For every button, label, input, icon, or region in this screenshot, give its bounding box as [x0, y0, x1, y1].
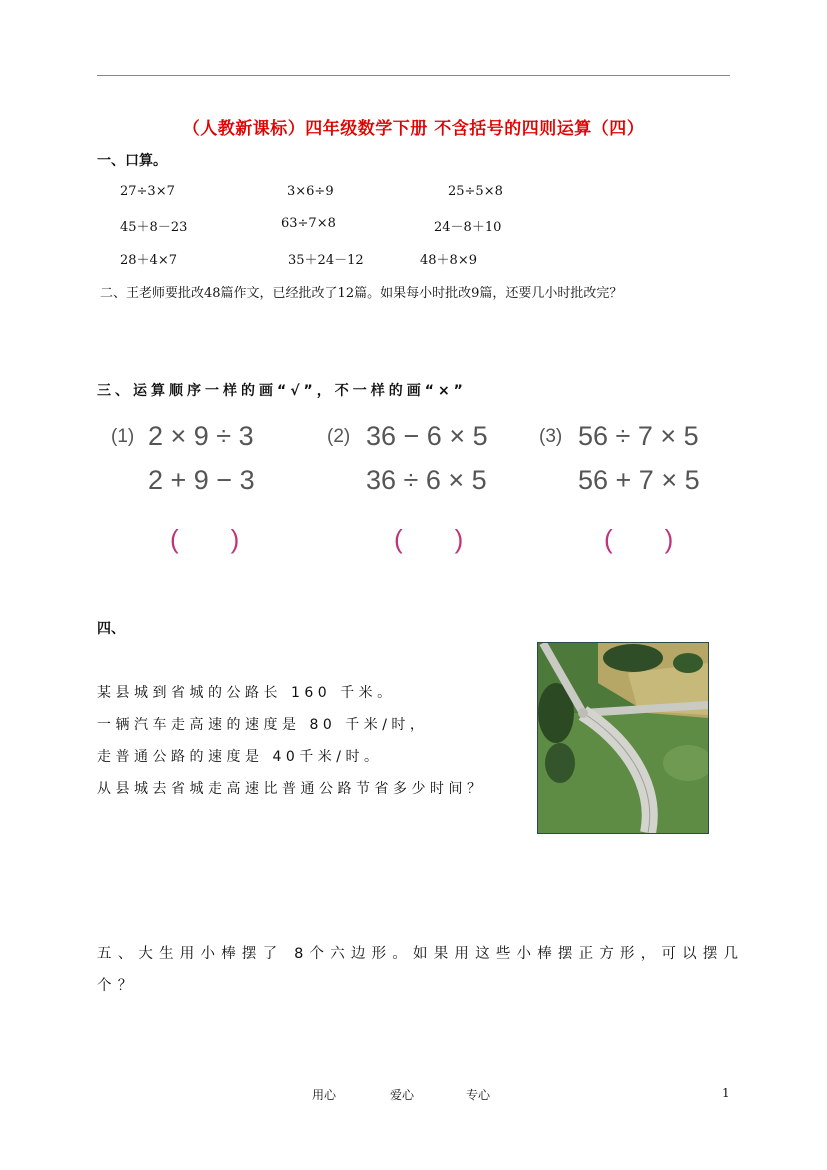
- item-1-answer-blank[interactable]: ( ): [170, 524, 240, 554]
- expr-3-2: 35＋24－12: [288, 253, 364, 268]
- item-2-expr-2: 36 ÷ 6 × 5: [366, 465, 487, 495]
- page-number: 1: [722, 1086, 730, 1100]
- item-3-expr-1: 56 ÷ 7 × 5: [578, 421, 699, 451]
- item-1-expr-1: 2 × 9 ÷ 3: [148, 421, 254, 451]
- item-2-number: (2): [327, 426, 351, 447]
- expr-2-1: 45＋8－23: [120, 220, 188, 235]
- section-3-heading: 三、运算顺序一样的画“√”，不一样的画“×”: [97, 383, 467, 399]
- header-rule: [97, 75, 730, 76]
- expr-2-3: 24－8＋10: [434, 220, 502, 235]
- footer-text-3: 专心: [466, 1088, 491, 1102]
- problem-4-line-2: 一辆汽车走高速的速度是 80 千米/时，: [97, 717, 429, 733]
- expr-3-1: 28＋4×7: [120, 253, 177, 268]
- item-3-answer-blank[interactable]: ( ): [604, 524, 674, 554]
- footer-text-2: 爱心: [390, 1088, 415, 1102]
- expr-2-2: 63÷7×8: [281, 216, 336, 231]
- item-1-expr-2: 2 + 9 − 3: [148, 465, 255, 495]
- section-5-line-2: 个？: [97, 978, 139, 994]
- item-2-expr-1: 36 − 6 × 5: [366, 421, 488, 451]
- item-3-expr-2: 56 + 7 × 5: [578, 465, 700, 495]
- expr-1-3: 25÷5×8: [448, 184, 503, 199]
- section-1-heading: 一、口算。: [97, 153, 167, 169]
- section-4-heading: 四、: [97, 621, 125, 637]
- highway-aerial-photo: [537, 642, 709, 834]
- expr-1-1: 27÷3×7: [120, 184, 175, 199]
- section-2-question: 二、王老师要批改48篇作文，已经批改了12篇。如果每小时批改9篇，还要几小时批改完？: [100, 286, 623, 301]
- page-title: （人教新课标）四年级数学下册 不含括号的四则运算（四）: [182, 119, 645, 139]
- item-1-number: (1): [111, 426, 135, 447]
- item-3-number: (3): [539, 426, 563, 447]
- problem-4-line-1: 某县城到省城的公路长 160 千米。: [97, 685, 396, 701]
- expr-1-2: 3×6÷9: [287, 184, 334, 199]
- expr-3-3: 48＋8×9: [420, 253, 477, 268]
- section-5-line-1: 五、大生用小棒摆了 8个六边形。如果用这些小棒摆正方形，可以摆几: [97, 946, 745, 962]
- problem-4-line-3: 走普通公路的速度是 40千米/时。: [97, 749, 383, 765]
- item-2-answer-blank[interactable]: ( ): [394, 524, 464, 554]
- footer-text-1: 用心: [312, 1088, 337, 1102]
- problem-4-line-4: 从县城去省城走高速比普通公路节省多少时间？: [97, 781, 486, 797]
